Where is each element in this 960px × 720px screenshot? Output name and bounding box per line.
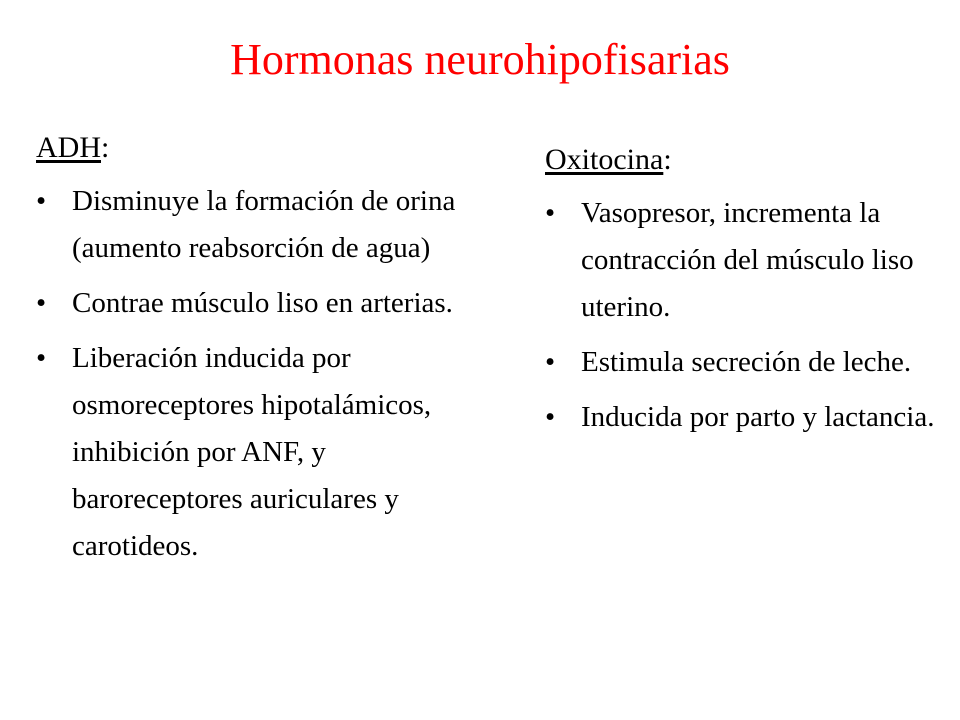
adh-bullet-text: Liberación inducida por osmoreceptores hipotalámicos, inhibición por ANF, y baroreceptores auriculares y carotideos. <box>72 342 432 562</box>
adh-heading <box>36 128 484 168</box>
oxitocina-column <box>545 140 945 449</box>
oxitocina-heading-colon: : <box>663 143 672 176</box>
adh-column <box>36 128 484 578</box>
oxitocina-bullet-item <box>545 339 945 386</box>
slide-title: Hormonas neurohipofisarias <box>230 35 730 84</box>
adh-bullet-text: Disminuye la formación de orina (aumento reabsorción de agua) <box>72 185 456 264</box>
oxitocina-bullet-list <box>545 190 945 441</box>
oxitocina-bullet-item <box>545 190 945 331</box>
adh-bullet-item <box>36 335 484 570</box>
oxitocina-bullet-text: Estimula secreción de leche. <box>581 346 912 378</box>
oxitocina-bullet-text: Vasopresor, incrementa la contracción del músculo liso uterino. <box>581 197 914 323</box>
bullet-icon: • <box>545 197 556 229</box>
bullet-icon: • <box>36 185 47 217</box>
adh-bullet-text: Contrae músculo liso en arterias. <box>72 287 453 319</box>
bullet-icon: • <box>545 346 556 378</box>
adh-bullet-item <box>36 178 484 272</box>
oxitocina-bullet-item <box>545 394 945 441</box>
bullet-icon: • <box>36 287 47 319</box>
adh-heading-colon: : <box>101 131 110 164</box>
bullet-icon: • <box>36 342 47 374</box>
adh-heading-label: ADH <box>36 131 101 164</box>
oxitocina-heading <box>545 140 945 180</box>
bullet-icon: • <box>545 401 556 433</box>
adh-bullet-list <box>36 178 484 570</box>
oxitocina-heading-label: Oxitocina <box>545 143 664 176</box>
oxitocina-bullet-text: Inducida por parto y lactancia. <box>581 401 935 433</box>
adh-bullet-item <box>36 280 484 327</box>
